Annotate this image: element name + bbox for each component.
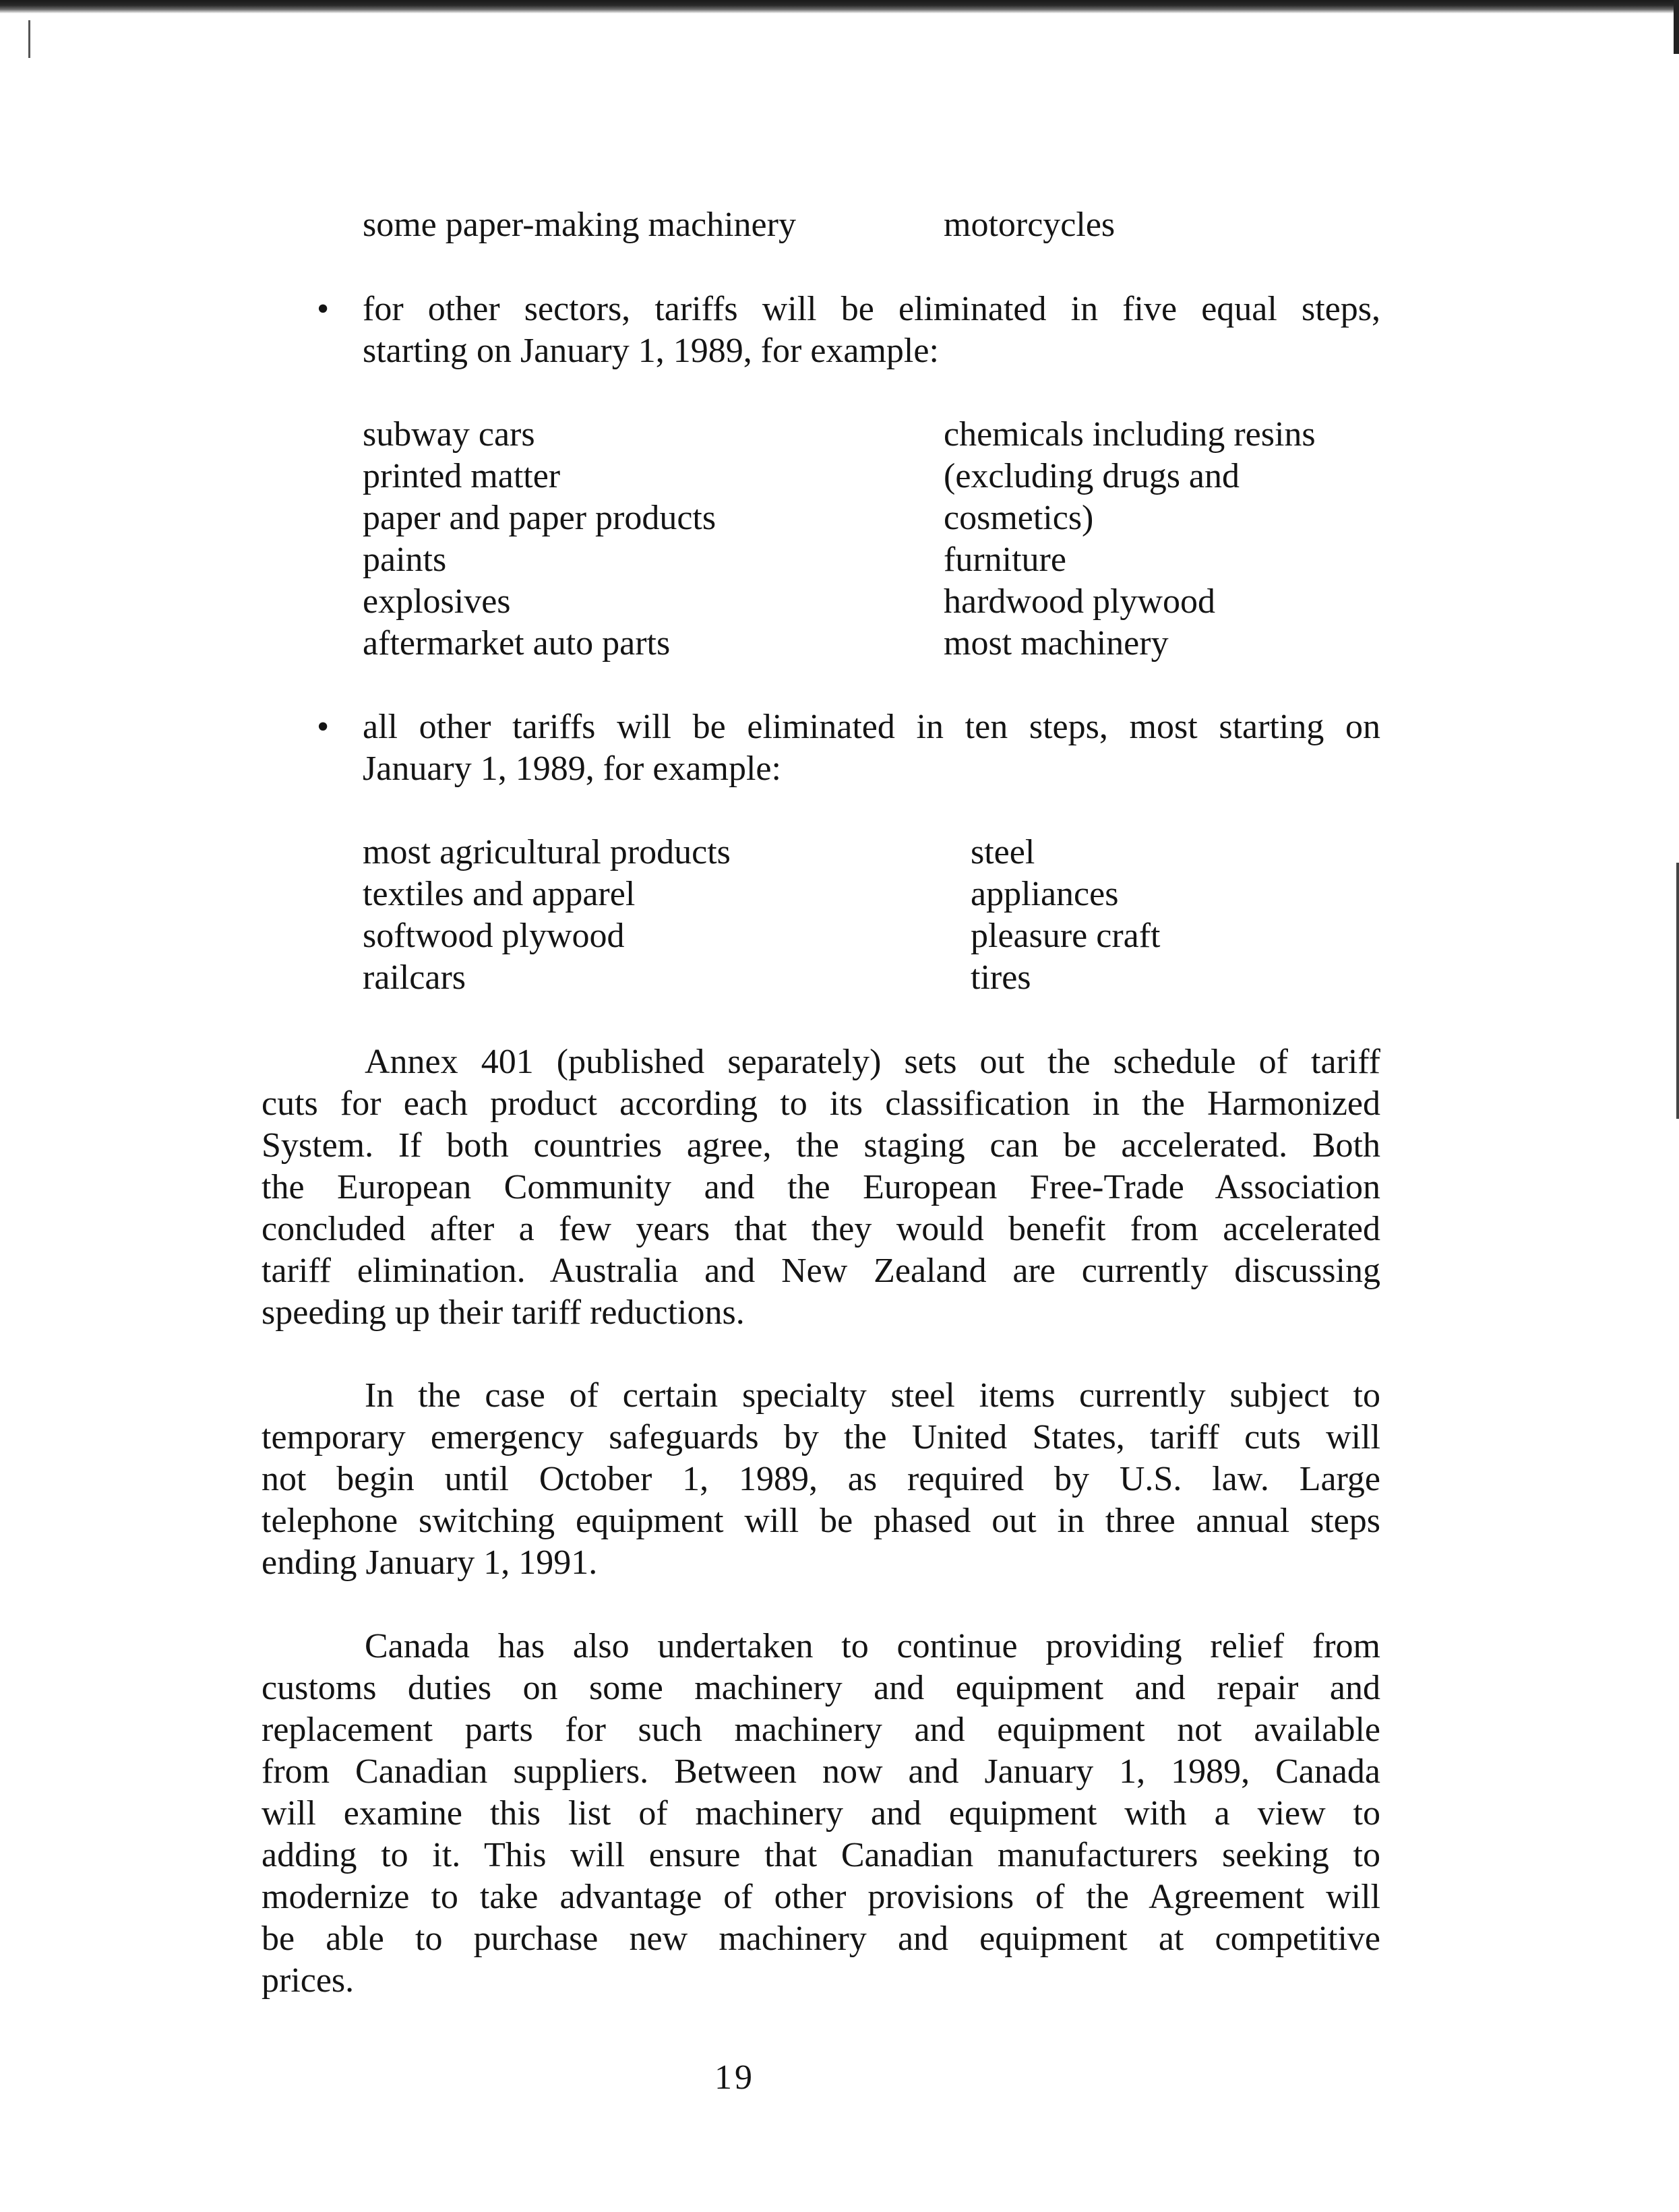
list-item: cosmetics) xyxy=(944,499,1094,537)
list-item: most machinery xyxy=(944,624,1169,663)
bullet-marker: • xyxy=(317,290,330,328)
list-item: hardwood plywood xyxy=(944,582,1215,621)
paragraph-line: telephone switching equipment will be phased out in three annual steps xyxy=(262,1502,1380,1540)
paragraph-line: from Canadian suppliers. Between now and January 1, 1989, Canada xyxy=(262,1752,1380,1791)
list-item: railcars xyxy=(363,958,466,997)
scan-left-mark xyxy=(28,20,30,58)
list-item: printed matter xyxy=(363,457,561,495)
paragraph xyxy=(262,1375,1380,1584)
list-item: subway cars xyxy=(363,415,535,454)
paragraph-line: customs duties on some machinery and equipment and repair and xyxy=(262,1669,1380,1707)
scan-top-edge xyxy=(0,0,1679,13)
paragraph-line: prices. xyxy=(262,1961,355,2000)
list-item: paints xyxy=(363,541,447,579)
scan-right-edge-mark xyxy=(1676,863,1679,1119)
bullet-text-line: for other sectors, tariffs will be eliminated in five equal steps, xyxy=(363,290,1380,328)
paragraph xyxy=(262,1626,1380,2002)
paragraph-line: In the case of certain specialty steel items currently subject to xyxy=(365,1376,1380,1415)
list-item: furniture xyxy=(944,541,1066,579)
paragraph-line: ending January 1, 1991. xyxy=(262,1543,598,1582)
paragraph-line: the European Community and the European Free-Trade Association xyxy=(262,1168,1380,1206)
paragraph xyxy=(262,1041,1380,1334)
list-item: motorcycles xyxy=(944,206,1116,244)
list-item: textiles and apparel xyxy=(363,875,636,913)
paragraph-line: adding to it. This will ensure that Canadian manufacturers seeking to xyxy=(262,1836,1380,1874)
list-item: aftermarket auto parts xyxy=(363,624,671,663)
list-item: explosives xyxy=(363,582,511,621)
page-number: 19 xyxy=(714,2058,755,2097)
list-item: tires xyxy=(971,958,1031,997)
paragraph-line: speeding up their tariff reductions. xyxy=(262,1293,745,1332)
list-item: some paper-making machinery xyxy=(363,206,796,244)
list-item: steel xyxy=(971,833,1035,871)
list-item: pleasure craft xyxy=(971,917,1161,955)
bullet-text-line: starting on January 1, 1989, for example: xyxy=(363,332,939,370)
list-item: softwood plywood xyxy=(363,917,625,955)
list-item: most agricultural products xyxy=(363,833,731,871)
paragraph-line: temporary emergency safeguards by the United States, tariff cuts will xyxy=(262,1418,1380,1456)
list-item: paper and paper products xyxy=(363,499,716,537)
paragraph-line: modernize to take advantage of other provisions of the Agreement will xyxy=(262,1878,1380,1916)
paragraph-line: not begin until October 1, 1989, as required by U.S. law. Large xyxy=(262,1460,1380,1498)
paragraph-line: will examine this list of machinery and equipment with a view to xyxy=(262,1794,1380,1833)
bullet-marker: • xyxy=(317,708,330,746)
paragraph-line: tariff elimination. Australia and New Zealand are currently discussing xyxy=(262,1252,1380,1290)
paragraph-line: concluded after a few years that they would benefit from accelerated xyxy=(262,1210,1380,1248)
paragraph-line: cuts for each product according to its classification in the Harmonized xyxy=(262,1084,1380,1123)
bullet-text-line: all other tariffs will be eliminated in ten steps, most starting on xyxy=(363,708,1380,746)
paragraph-line: Annex 401 (published separately) sets out the schedule of tariff xyxy=(365,1043,1380,1081)
paragraph-line: Canada has also undertaken to continue providing relief from xyxy=(365,1627,1380,1665)
paragraph-line: replacement parts for such machinery and equipment not available xyxy=(262,1711,1380,1749)
list-item: appliances xyxy=(971,875,1119,913)
scan-right-edge xyxy=(1674,0,1679,54)
list-item: (excluding drugs and xyxy=(944,457,1240,495)
bullet-text-line: January 1, 1989, for example: xyxy=(363,749,781,788)
paragraph-line: be able to purchase new machinery and equipment at competitive xyxy=(262,1919,1380,1958)
list-item: chemicals including resins xyxy=(944,415,1316,454)
paragraph-line: System. If both countries agree, the staging can be accelerated. Both xyxy=(262,1126,1380,1165)
